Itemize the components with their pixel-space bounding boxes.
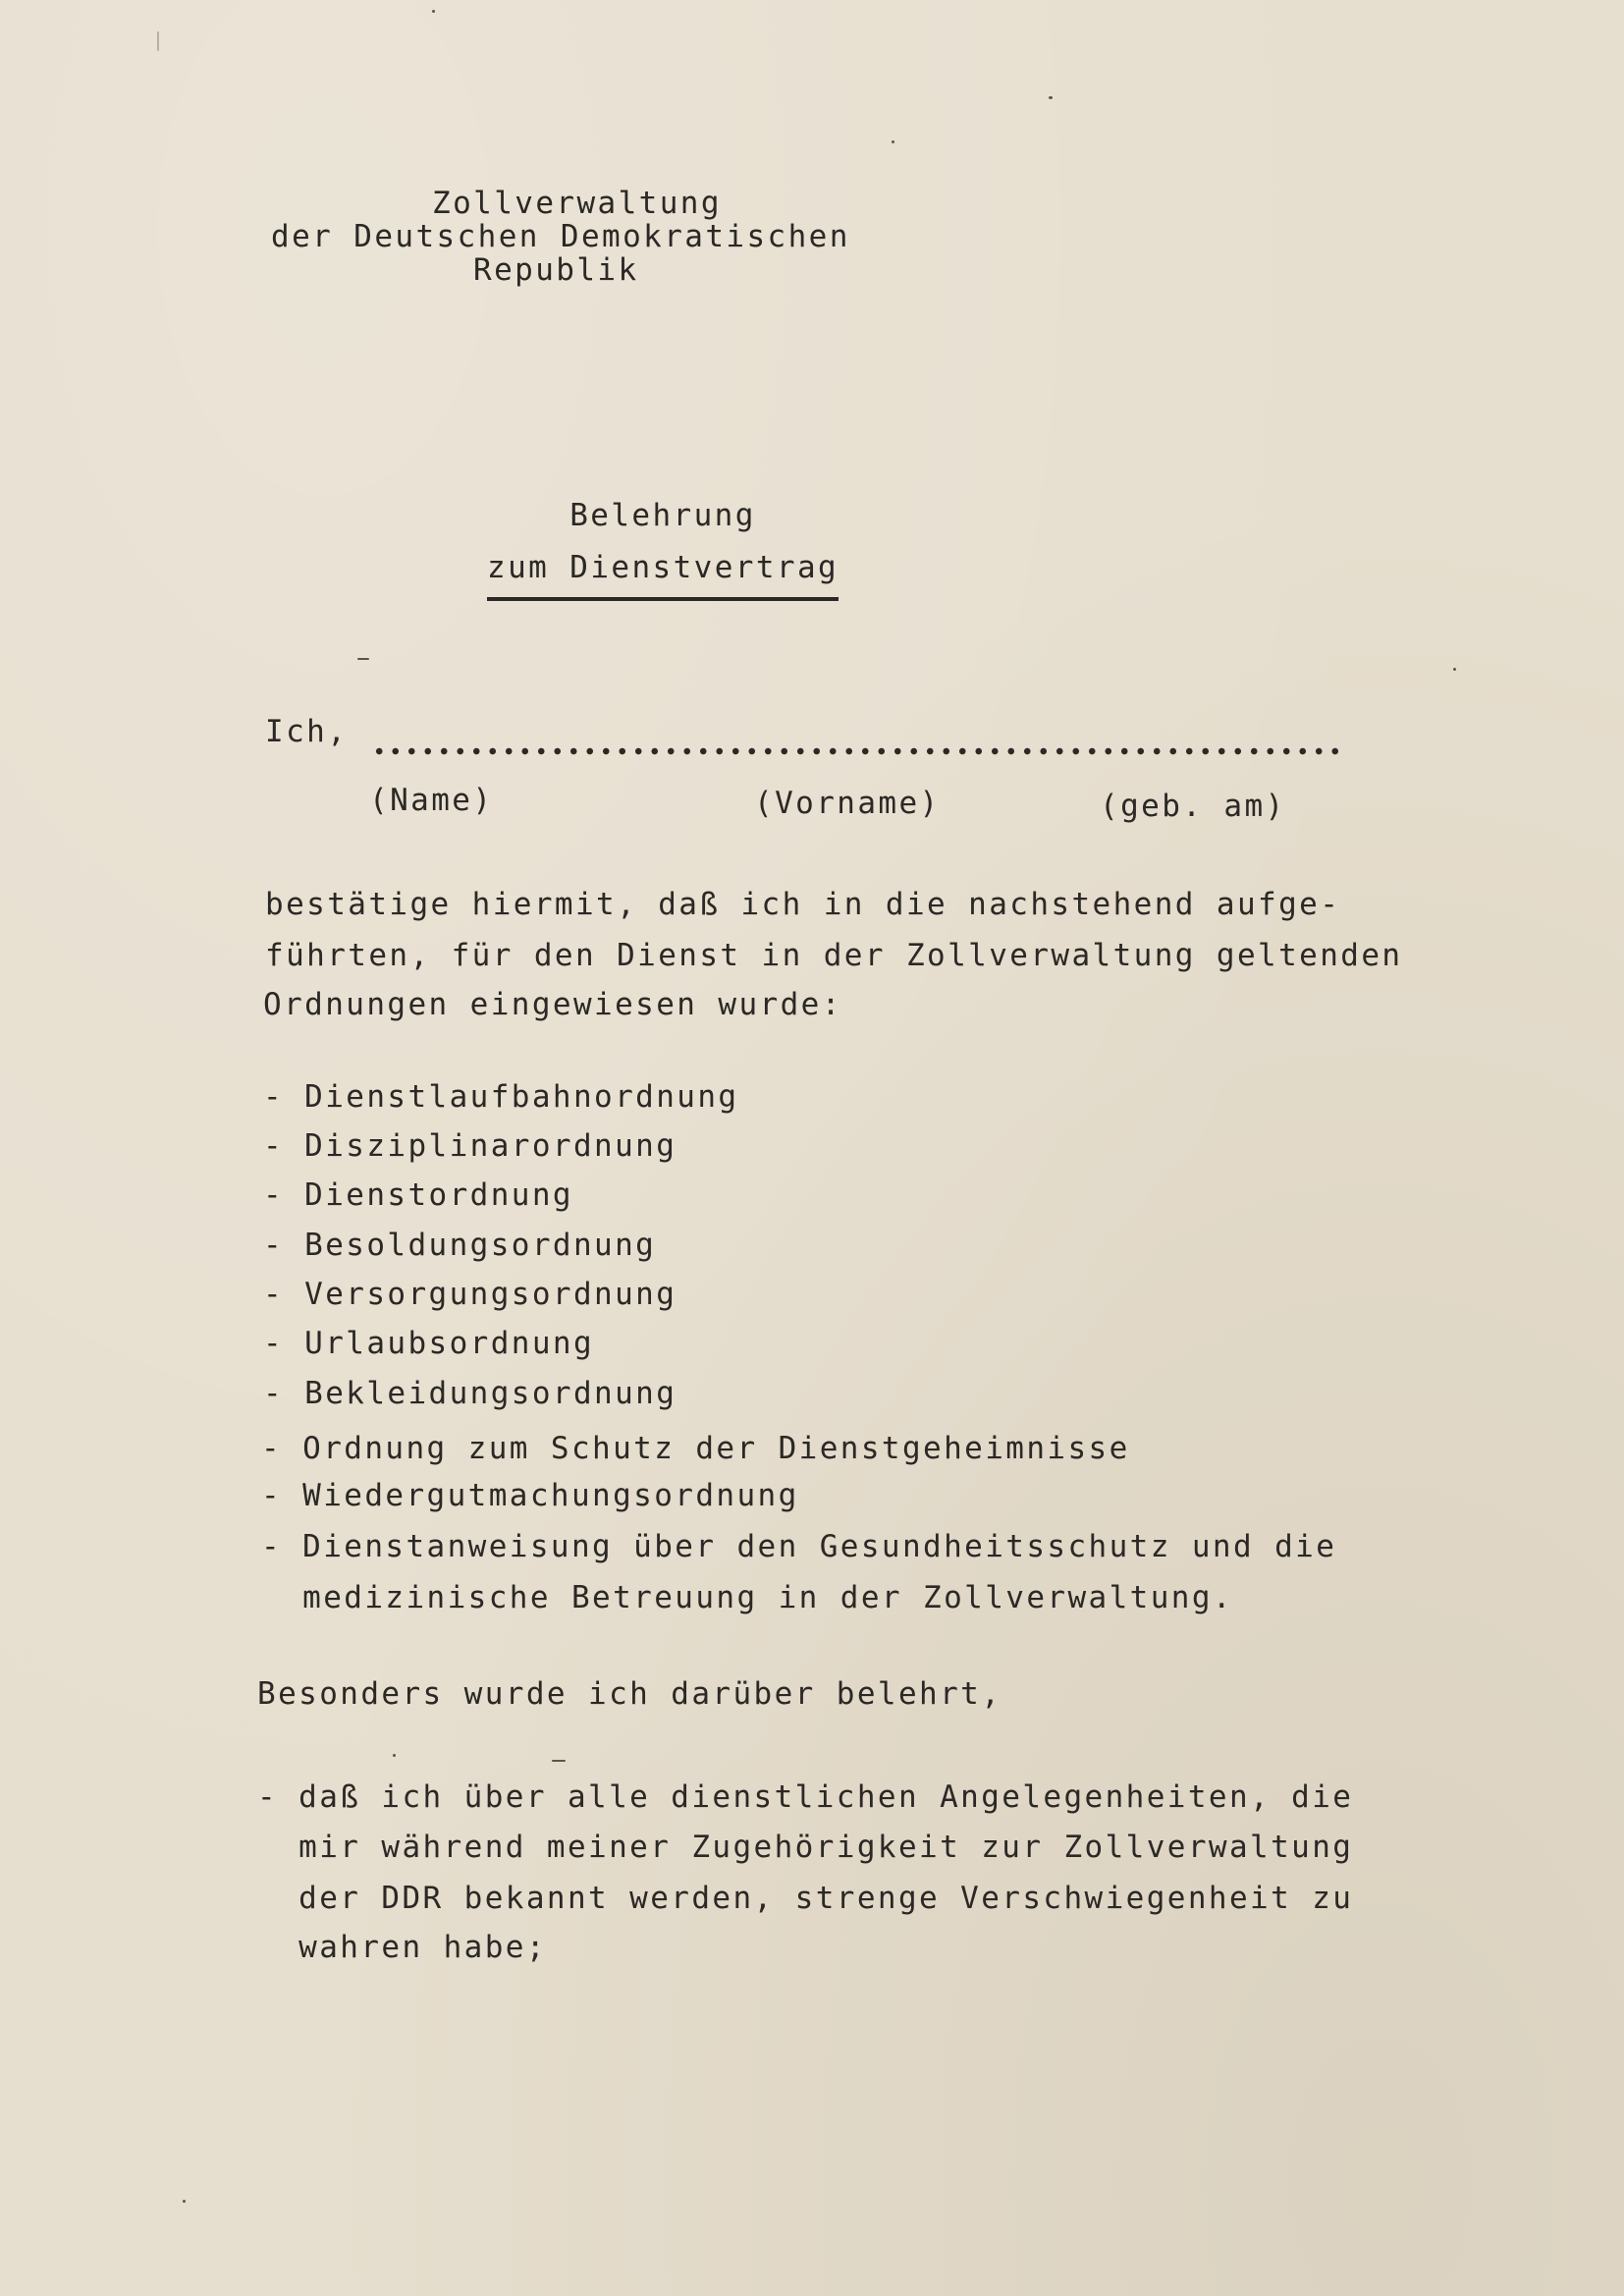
form-prefix: Ich, xyxy=(265,714,349,749)
intro-line-1: bestätige hiermit, daß ich in die nachstehend aufge- xyxy=(265,887,1341,922)
paper-speck xyxy=(357,658,369,660)
paper-speck xyxy=(183,2200,186,2203)
paper-speck xyxy=(552,1760,566,1762)
label-name: (Name) xyxy=(369,783,494,818)
list-item: - Dienstordnung xyxy=(263,1177,573,1213)
paper-speck xyxy=(892,140,894,143)
paper-speck xyxy=(1453,668,1456,671)
list-item-continuation: medizinische Betreuung in der Zollverwaltung. xyxy=(261,1580,1233,1615)
header-line-1: Zollverwaltung xyxy=(432,186,722,221)
label-vorname: (Vorname) xyxy=(754,786,941,821)
list-item: - Wiedergutmachungsordnung xyxy=(261,1478,799,1513)
title-line-2: zum Dienstvertrag xyxy=(487,550,839,585)
paper-speck xyxy=(157,31,159,51)
header-line-3: Republik xyxy=(473,252,639,288)
list-item: - Dienstlaufbahnordnung xyxy=(263,1079,739,1115)
title-line-1: Belehrung xyxy=(569,498,756,533)
list-item: - Bekleidungsordnung xyxy=(263,1376,677,1411)
belehrung-line-3: der DDR bekannt werden, strenge Verschwiegenheit zu xyxy=(257,1881,1354,1916)
list-item: - Urlaubsordnung xyxy=(263,1326,595,1361)
dotted-fill-line xyxy=(371,746,1343,756)
paper-speck xyxy=(393,1754,396,1757)
belehrung-line-1: - daß ich über alle dienstlichen Angelegenheiten, die xyxy=(257,1779,1354,1815)
title-underline xyxy=(487,597,839,601)
list-item: - Disziplinarordnung xyxy=(263,1128,677,1164)
label-geb: (geb. am) xyxy=(1100,789,1286,824)
header-line-2: der Deutschen Demokratischen xyxy=(271,219,850,254)
paper-speck xyxy=(432,10,435,13)
list-item: - Ordnung zum Schutz der Dienstgeheimnisse xyxy=(261,1431,1130,1466)
besonders-line: Besonders wurde ich darüber belehrt, xyxy=(257,1676,1002,1712)
list-item: - Besoldungsordnung xyxy=(263,1228,657,1263)
list-item: - Versorgungsordnung xyxy=(263,1277,677,1312)
intro-line-2: führten, für den Dienst in der Zollverwaltung geltenden xyxy=(265,938,1403,973)
document-title xyxy=(487,498,839,601)
paper-speck xyxy=(1049,96,1053,99)
belehrung-line-4: wahren habe; xyxy=(257,1930,547,1965)
list-item: - Dienstanweisung über den Gesundheitsschutz und die xyxy=(261,1529,1337,1564)
intro-line-3: Ordnungen eingewiesen wurde: xyxy=(263,987,842,1022)
belehrung-line-2: mir während meiner Zugehörigkeit zur Zollverwaltung xyxy=(257,1830,1354,1865)
